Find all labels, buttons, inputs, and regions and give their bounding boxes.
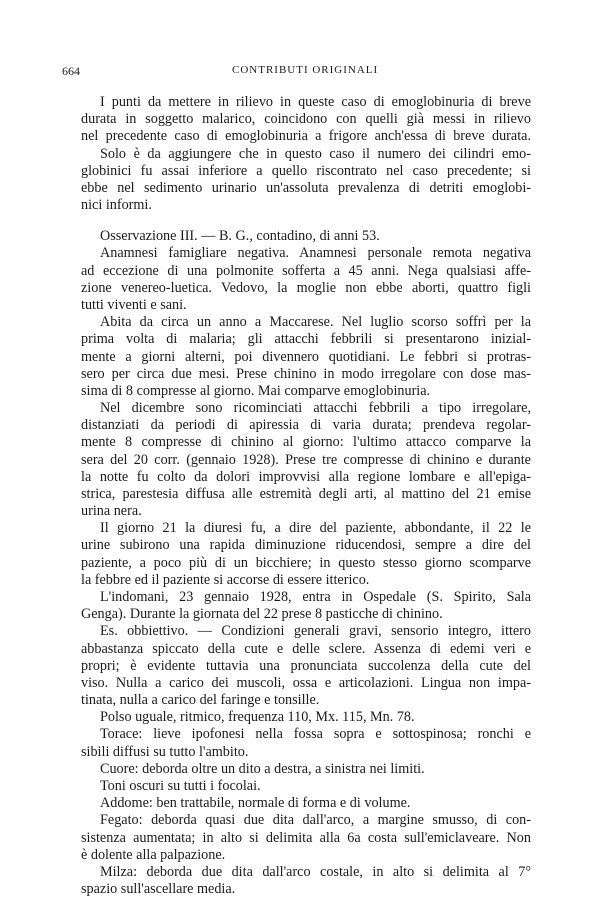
text-line: ebbe nel sedimento urinario un'assoluta prevalenza di detriti emoglobi- — [81, 179, 531, 196]
page-number: 664 — [62, 64, 80, 78]
text-line: Cuore: deborda oltre un dito a destra, a sinistra nei limiti. — [100, 760, 425, 777]
text-line: Milza: deborda due dita dall'arco costale, in alto si delimita al 7° — [100, 863, 531, 880]
text-line: sibili diffusi su tutto l'ambito. — [81, 743, 249, 760]
text-line: urine subirono una rapida diminuzione riducendosi, sempre a dire del — [81, 537, 531, 554]
text-line: L'indomani, 23 gennaio 1928, entra in Ospedale (S. Spirito, Sala — [100, 589, 531, 605]
text-line: propri; è evidente tuttavia una pronunciata succolenza della cute del — [81, 657, 531, 674]
text-line: Polso uguale, ritmico, frequenza 110, Mx. 115, Mn. 78. — [100, 709, 415, 726]
text-line: zione venereo-luetica. Vedovo, la moglie non ebbe aborti, quattro figli — [81, 279, 531, 296]
text-line: Genga). Durante la giornata del 22 prese 8 pasticche di chinino. — [81, 606, 443, 623]
text-line: sistenza aumentata; in alto si delimita alla 6a costa sull'emiclaveare. Non — [81, 829, 531, 846]
text-line: Torace: lieve ipofonesi nella fossa sopra e sottospinosa; ronchi e — [100, 726, 531, 743]
running-head: CONTRIBUTI ORIGINALI — [232, 64, 379, 76]
text-line: globinici fu assai inferiore a quello riscontrato nel caso precedente; si — [81, 162, 531, 179]
text-line: Abita da circa un anno a Maccarese. Nel luglio scorso soffrì per la — [100, 314, 531, 331]
text-line: sima di 8 compresse al giorno. Mai comparve emoglobinuria. — [81, 382, 431, 399]
text-line: tutti viventi e sani. — [81, 297, 187, 313]
text-line: Toni oscuri su tutti i focolai. — [100, 777, 261, 794]
text-line: Es. obbiettivo. — Condizioni generali gravi, sensorio integro, ittero — [100, 623, 531, 640]
text-line: la febbre ed il paziente si accorse di essere itterico. — [81, 571, 370, 588]
text-line: Solo è da aggiungere che in questo caso il numero dei cilindri emo- — [100, 145, 531, 162]
page-header — [62, 64, 552, 80]
text-line: viso. Nulla a carico dei muscoli, ossa e articolazioni. Lingua non impa- — [81, 674, 531, 691]
text-line: distanziati da periodi di apiressia di varia durata; prendeva regolar- — [81, 417, 531, 434]
text-line: durata in soggetto malarico, coincidono con quelli già messi in rilievo — [81, 111, 531, 128]
text-line: mente a giorni alterni, poi divennero quotidiani. Le febbri si protras- — [81, 348, 531, 365]
text-line: urina nera. — [81, 503, 142, 520]
text-line: I punti da mettere in rilievo in queste caso di emoglobinuria di breve — [100, 94, 531, 110]
text-line: la notte fu colto da dolori improvvisi alla regione lombare e all'epiga- — [81, 468, 531, 485]
text-line: Anamnesi famigliare negativa. Anamnesi personale remota negativa — [100, 245, 531, 262]
text-line: strica, parestesia diffusa alle estremità degli arti, al mattino del 21 emise — [81, 485, 531, 502]
text-line: sera del 20 corr. (gennaio 1928). Prese tre compresse di chinino e durante — [81, 451, 531, 468]
text-line: nici informi. — [81, 197, 152, 214]
observation-heading: Osservazione III. — B. G., contadino, di anni 53. — [100, 228, 380, 245]
text-line: è dolente alla palpazione. — [81, 846, 226, 863]
text-line: spazio sull'ascellare media. — [81, 881, 236, 897]
text-line: Addome: ben trattabile, normale di forma e di volume. — [100, 795, 411, 812]
text-line: Il giorno 21 la diuresi fu, a dire del paziente, abbondante, il 22 le — [100, 520, 531, 537]
text-line: sero per circa due mesi. Prese chinino in modo irregolare con dose mas- — [81, 365, 531, 382]
text-line: mente 8 compresse di chinino al giorno: l'ultimo attacco comparve la — [81, 434, 531, 451]
text-line: abbastanza spiccato della cute e delle sclere. Assenza di edemi veri e — [81, 640, 531, 657]
text-line: paziente, a poco più di un bicchiere; in questo stesso giorno scomparve — [81, 554, 531, 571]
text-line: ad eccezione di una polmonite sofferta a 45 anni. Nega qualsiasi affe- — [81, 262, 531, 279]
text-line: prima volta di malaria; gli attacchi febbrili si presentarono inizial- — [81, 331, 531, 348]
text-line: Nel dicembre sono ricominciati attacchi febbrili a tipo irregolare, — [100, 400, 531, 416]
text-line: nel precedente caso di emoglobinuria a frigore anch'essa di breve durata. — [81, 128, 531, 145]
text-line: Fegato: deborda quasi due dita dall'arco, a margine smusso, di con- — [100, 812, 531, 829]
text-line: tinata, nulla a carico del faringe e tonsille. — [81, 692, 320, 708]
